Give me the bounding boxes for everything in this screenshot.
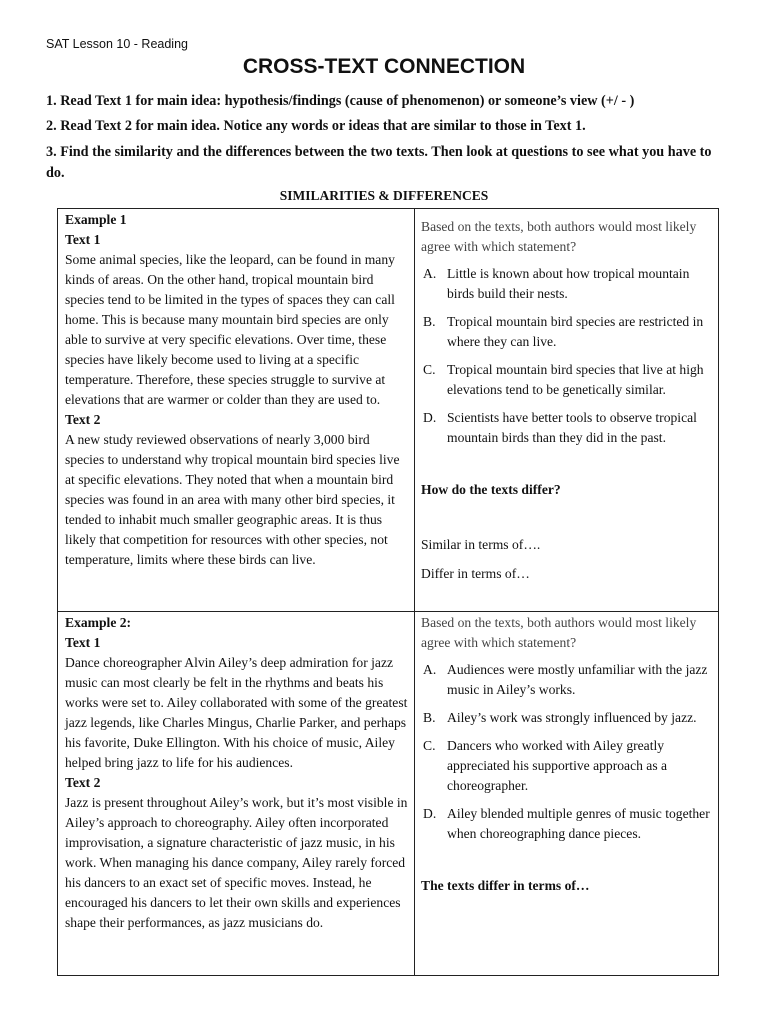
passage-text: A new study reviewed observations of nearly 3,000 bird species to understand why tropical mountain bird species live at specific elevations. They noted that when a mountain bird species was found in an area with many other bird species, it tended to inhabit much smaller geographic areas. It is thus likely that competition for resources with other species, not temperature, limits where these birds can live. (65, 432, 400, 567)
answer-option: D. Ailey blended multiple genres of music together when choreographing dance pieces. (423, 806, 710, 841)
differ-line: Differ in terms of… (421, 566, 530, 581)
text-label: Text 2 (65, 412, 101, 427)
answer-options (421, 264, 715, 448)
column-divider (414, 209, 415, 975)
answer-option: B. Ailey’s work was strongly influenced by jazz. (423, 710, 697, 725)
example-1-passages (65, 210, 409, 570)
differ-prompt: How do the texts differ? (421, 482, 561, 497)
example-2-passages (65, 613, 409, 933)
row-divider (58, 611, 718, 612)
example-2-question (421, 613, 715, 896)
answer-options (421, 660, 715, 844)
answer-option: A. Little is known about how tropical mountain birds build their nests. (423, 266, 690, 301)
example-title: Example 2: (65, 615, 132, 630)
answer-option: C. Dancers who worked with Ailey greatly appreciated his supportive approach as a choreographer. (423, 738, 668, 793)
question-stem: Based on the texts, both authors would most likely agree with which statement? (421, 615, 697, 650)
example-1-question (421, 217, 715, 584)
answer-option: C. Tropical mountain bird species that live at high elevations tend to be genetically similar. (423, 362, 704, 397)
similar-prompt: Similar in terms of…. (421, 537, 541, 552)
passage-text: Some animal species, like the leopard, can be found in many kinds of areas. On the other hand, tropical mountain bird species tend to be limited in the types of spaces they can call home. This is because many mountain bird species are only able to survive at very specific elevations. Over time, these species have likely become used to living at a specific temperature. Therefore, these species struggle to survive at elevations that are warmer or colder than they are used to. (65, 252, 395, 407)
passage-text: Dance choreographer Alvin Ailey’s deep admiration for jazz music can most clearly be felt in the rhythms and beats his works were set to. Ailey collaborated with some of the greatest jazz legends, like Charles Mingus, Charlie Parker, and perhaps his favorite, Duke Ellington. With his choice of music, Ailey helped bring jazz to life for his audiences. (65, 655, 408, 770)
question-stem: Based on the texts, both authors would most likely agree with which statement? (421, 219, 697, 254)
examples-table (57, 208, 719, 976)
answer-option: B. Tropical mountain bird species are restricted in where they can live. (423, 314, 704, 349)
answer-option: A. Audiences were mostly unfamiliar with the jazz music in Ailey’s works. (423, 662, 708, 697)
lesson-label: SAT Lesson 10 - Reading (46, 37, 188, 51)
differ-prompt: The texts differ in terms of… (421, 878, 590, 893)
page-title: CROSS-TEXT CONNECTION (242, 55, 526, 78)
instruction-2: 2. Read Text 2 for main idea. Notice any words or ideas that are similar to those in Text 1. (46, 118, 586, 134)
section-heading: SIMILARITIES & DIFFERENCES (279, 188, 489, 203)
text-label: Text 1 (65, 232, 101, 247)
example-title: Example 1 (65, 212, 127, 227)
instruction-3: 3. Find the similarity and the differences between the two texts. Then look at questions to see what you have to do. (46, 144, 712, 181)
instruction-1: 1. Read Text 1 for main idea: hypothesis/findings (cause of phenomenon) or someone’s view (+/ - ) (46, 93, 635, 109)
text-label: Text 1 (65, 635, 101, 650)
text-label: Text 2 (65, 775, 101, 790)
answer-option: D. Scientists have better tools to observe tropical mountain birds than they did in the past. (423, 410, 697, 445)
passage-text: Jazz is present throughout Ailey’s work, but it’s most visible in Ailey’s approach to choreography. Ailey often incorporated improvisation, a signature characteristic of jazz music, in his work. When managing his dance company, Ailey rarely forced his dancers to an exact set of specific moves. Instead, he encouraged his dancers to let their own skills and experiences shape their performances, as jazz musicians do. (65, 795, 408, 930)
